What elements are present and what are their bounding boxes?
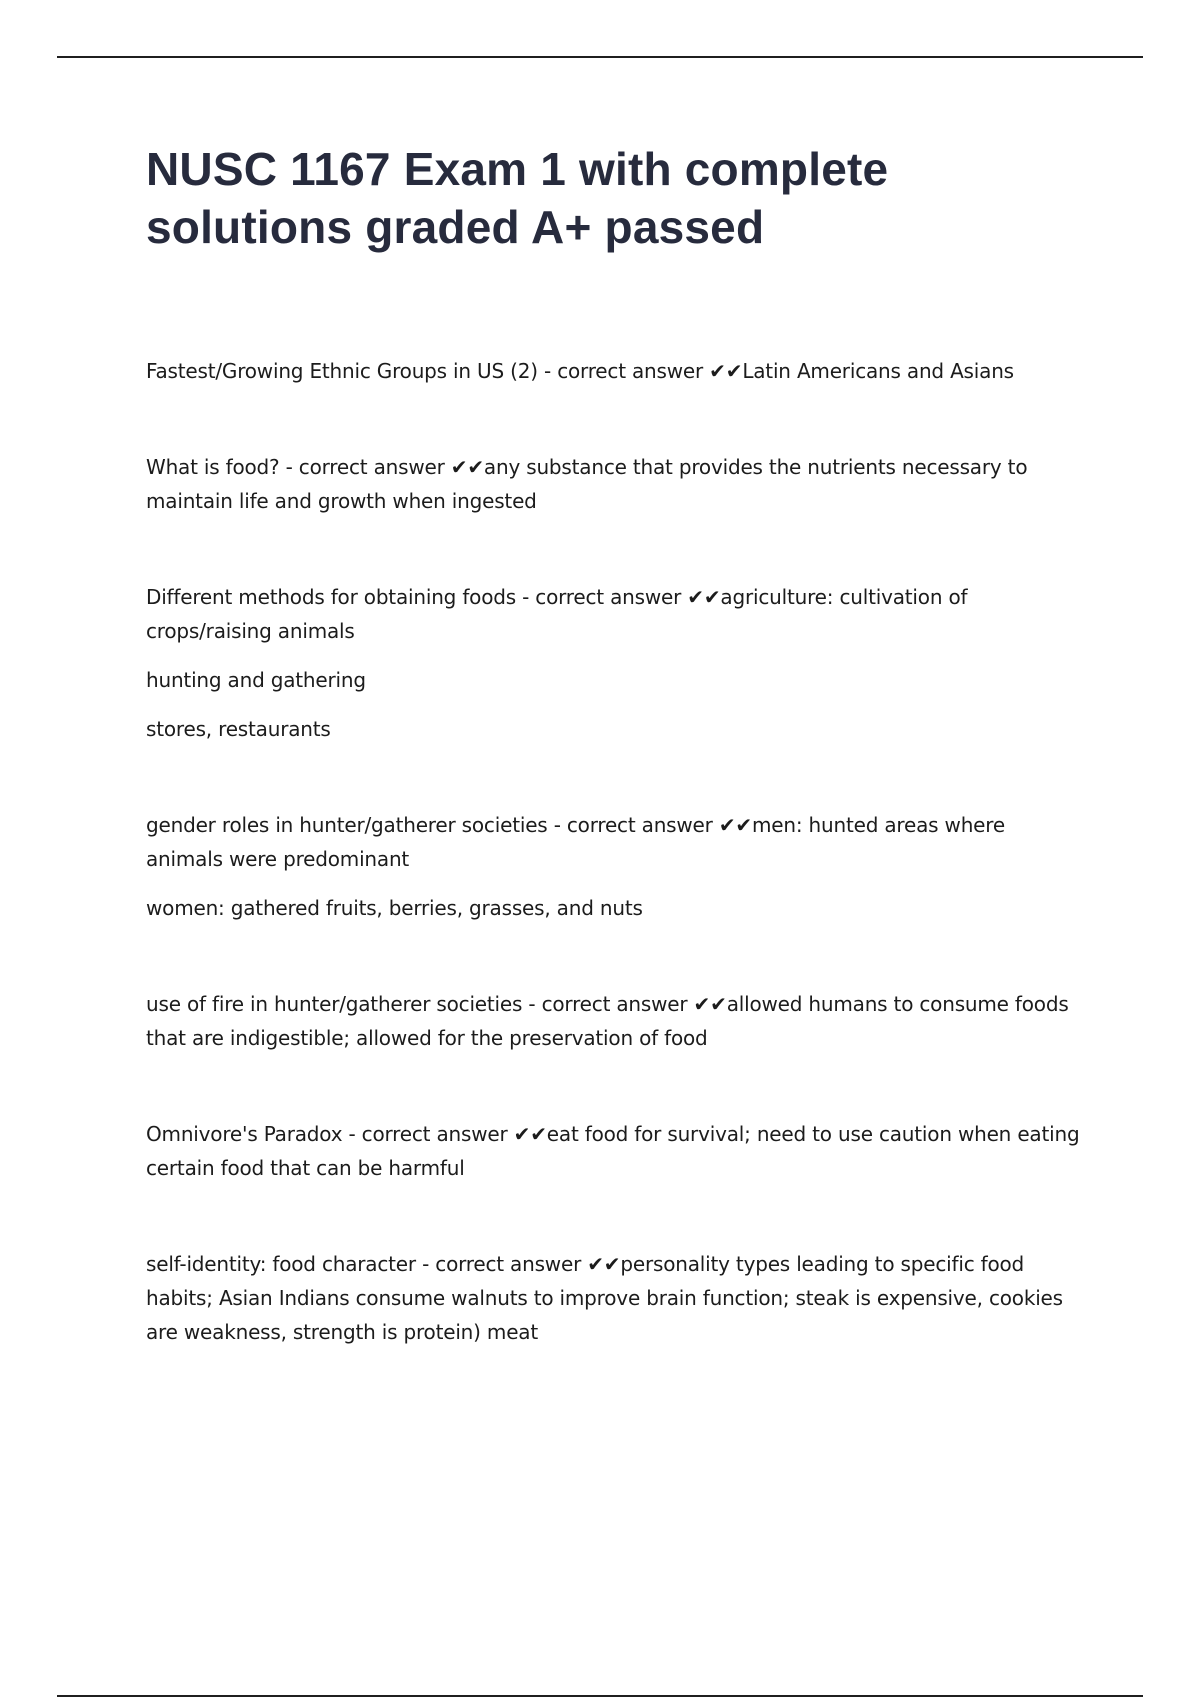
- answer-text: men: hunted areas where animals were predominant: [146, 813, 1005, 871]
- correct-answer-marker: - correct answer ✔✔: [522, 992, 727, 1016]
- question-text: self-identity: food character: [146, 1252, 416, 1276]
- qa-entry: [146, 1117, 1086, 1185]
- correct-answer-marker: - correct answer ✔✔: [515, 585, 721, 609]
- qa-entry: [146, 987, 1086, 1055]
- answer-text: Latin Americans and Asians: [742, 359, 1014, 383]
- answer-continuation: stores, restaurants: [146, 717, 331, 741]
- question-text: What is food?: [146, 455, 280, 479]
- qa-question-line: [146, 808, 1086, 876]
- qa-question-line: [146, 1247, 1086, 1349]
- question-text: Different methods for obtaining foods: [146, 585, 516, 609]
- qa-question-line: [146, 987, 1086, 1055]
- answer-text: eat food for survival; need to use caution when eating certain food that can be harmful: [146, 1122, 1080, 1180]
- qa-question-line: [146, 354, 1086, 388]
- question-text: gender roles in hunter/gatherer societies: [146, 813, 548, 837]
- qa-entry: [146, 450, 1086, 518]
- answer-text: allowed humans to consume foods that are indigestible; allowed for the preservation of food: [146, 992, 1069, 1050]
- qa-question-line: [146, 450, 1086, 518]
- qa-entry: [146, 1247, 1086, 1349]
- answer-text: any substance that provides the nutrients necessary to maintain life and growth when ingested: [146, 455, 1028, 513]
- document-body: [146, 140, 1086, 1411]
- correct-answer-marker: - correct answer ✔✔: [547, 813, 752, 837]
- qa-question-line: [146, 580, 1086, 648]
- qa-entry: [146, 808, 1086, 925]
- bottom-rule: [57, 1695, 1143, 1697]
- correct-answer-marker: - correct answer ✔✔: [537, 359, 743, 383]
- question-text: Omnivore's Paradox: [146, 1122, 343, 1146]
- qa-list: [146, 354, 1086, 1349]
- top-rule: [57, 56, 1143, 58]
- page-title: NUSC 1167 Exam 1 with complete solutions graded A+ passed: [146, 143, 889, 253]
- correct-answer-marker: - correct answer ✔✔: [415, 1252, 621, 1276]
- qa-entry: [146, 580, 1086, 746]
- answer-text: agriculture: cultivation of crops/raising animals: [146, 585, 968, 643]
- question-text: Fastest/Growing Ethnic Groups in US (2): [146, 359, 538, 383]
- correct-answer-marker: - correct answer ✔✔: [342, 1122, 547, 1146]
- answer-continuation: women: gathered fruits, berries, grasses, and nuts: [146, 896, 643, 920]
- qa-question-line: [146, 1117, 1086, 1185]
- qa-entry: [146, 354, 1086, 388]
- correct-answer-marker: - correct answer ✔✔: [279, 455, 484, 479]
- answer-text: personality types leading to specific food habits; Asian Indians consume walnuts to improve brain function; steak is expensive, cookies are weakness, strength is protein) meat: [146, 1252, 1063, 1344]
- answer-continuation: hunting and gathering: [146, 668, 366, 692]
- question-text: use of fire in hunter/gatherer societies: [146, 992, 523, 1016]
